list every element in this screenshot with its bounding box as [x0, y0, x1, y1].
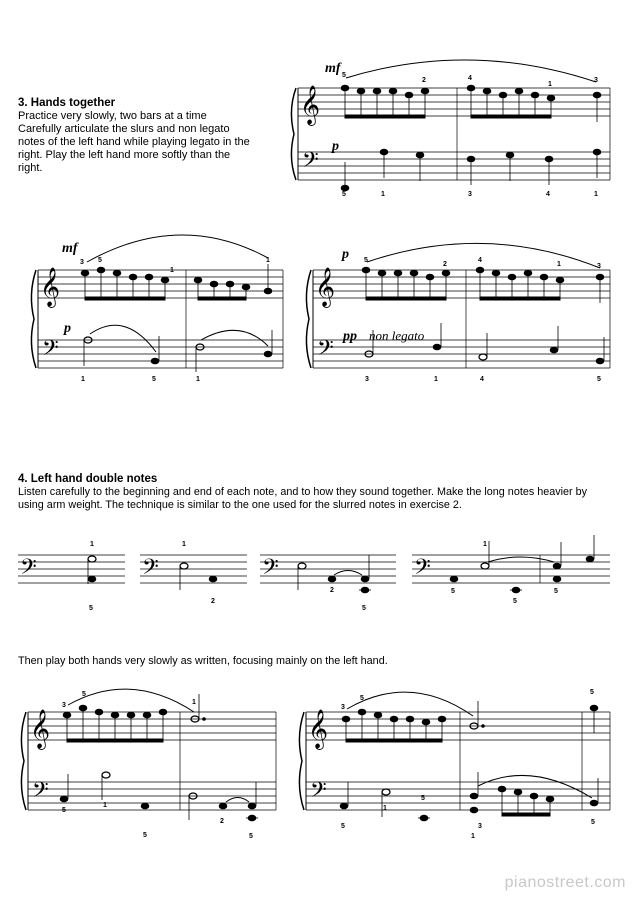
fingering: 1: [381, 191, 385, 198]
bass-clef-icon: 𝄢: [317, 336, 334, 366]
fingering: 3: [341, 704, 345, 711]
then-instruction: Then play both hands very slowly as written, focusing mainly on the left hand.: [18, 655, 388, 667]
treble-clef-icon: 𝄞: [315, 267, 336, 307]
system-1: [291, 88, 610, 180]
fingering: 5: [342, 191, 346, 198]
watermark: pianostreet.com: [504, 874, 626, 891]
system-5-notes: [60, 694, 258, 821]
fingering: 1: [196, 376, 200, 383]
fingering: 5: [62, 807, 66, 814]
fingering: 1: [594, 191, 598, 198]
bass-clef-icon: 𝄢: [262, 555, 279, 585]
fingering: 4: [468, 75, 472, 82]
fingering: 1: [170, 267, 174, 274]
fingering: 1: [557, 261, 561, 268]
fingering: 5: [597, 376, 601, 383]
exercise-4-notes: [88, 535, 594, 593]
fingering: 5: [513, 598, 517, 605]
fingering: 4: [480, 376, 484, 383]
fingering: 4: [546, 191, 550, 198]
fingering: 5: [82, 691, 86, 698]
fingering: 1: [471, 833, 475, 840]
fingering: 1: [103, 802, 107, 809]
section-3-line-4: right. Play the left hand more softly than the: [18, 149, 231, 161]
fingering: 2: [422, 77, 426, 84]
system-2-notes: [81, 264, 272, 372]
section-4-heading: 4. Left hand double notes: [18, 473, 158, 485]
treble-clef-icon: 𝄞: [40, 267, 61, 307]
dynamic-p: p: [332, 139, 339, 154]
fingering: 2: [220, 818, 224, 825]
system-3: [306, 270, 610, 368]
fingering: 5: [249, 833, 253, 840]
non-legato-marking: non legato: [369, 328, 425, 343]
dynamic-p: p: [64, 321, 71, 336]
fingering: 3: [594, 77, 598, 84]
fingering: 5: [143, 832, 147, 839]
fingering: 3: [468, 191, 472, 198]
dynamic-mf: mf: [325, 61, 341, 76]
fingering: 5: [341, 823, 345, 830]
fingering: 3: [365, 376, 369, 383]
fingering: 5: [152, 376, 156, 383]
exercise-4-staves: [18, 555, 610, 583]
fingering: 1: [483, 541, 487, 548]
bass-clef-icon: 𝄢: [32, 778, 49, 808]
dynamic-p: p: [342, 247, 349, 262]
fingering: 5: [98, 257, 102, 264]
fingering: 1: [266, 257, 270, 264]
section-4-line-2: using arm weight. The technique is similar to the one used for the slurred notes in exercise 2.: [18, 499, 462, 511]
treble-clef-icon: 𝄞: [30, 709, 51, 749]
fingering: 1: [192, 699, 196, 706]
bass-clef-icon: 𝄢: [42, 336, 59, 366]
section-4-line-1: Listen carefully to the beginning and end of each note, and to how they sound together. Make the long notes heavier by: [18, 486, 588, 498]
dynamic-pp: pp: [343, 329, 357, 344]
fingering: 5: [590, 689, 594, 696]
fingering: 4: [478, 257, 482, 264]
fingering: 1: [182, 541, 186, 548]
dynamic-mf: mf: [62, 241, 78, 256]
fingering: 1: [383, 805, 387, 812]
treble-clef-icon: 𝄞: [300, 85, 321, 125]
fingering: 2: [330, 587, 334, 594]
system-5: [21, 712, 276, 810]
fingering: 3: [597, 263, 601, 270]
treble-clef-icon: 𝄞: [308, 709, 329, 749]
fingering: 3: [478, 823, 482, 830]
fingering: 2: [211, 598, 215, 605]
fingering: 5: [591, 819, 595, 826]
fingering: 5: [451, 588, 455, 595]
fingering: 5: [364, 257, 368, 264]
bass-clef-icon: 𝄢: [310, 778, 327, 808]
bass-clef-icon: 𝄢: [302, 148, 319, 178]
fingering: 2: [443, 261, 447, 268]
section-3-line-5: right.: [18, 162, 43, 174]
bass-clef-icon: 𝄢: [20, 555, 37, 585]
fingering: 1: [548, 81, 552, 88]
fingering: 1: [434, 376, 438, 383]
fingering: 3: [80, 259, 84, 266]
fingering: 1: [90, 541, 94, 548]
section-3-line-2: Carefully articulate the slurs and non legato: [18, 123, 230, 135]
section-3-line-1: Practice very slowly, two bars at a time: [18, 110, 207, 122]
fingering: 3: [62, 702, 66, 709]
system-3-notes: [362, 267, 604, 364]
fingering: 5: [421, 795, 425, 802]
fingering: 5: [342, 72, 346, 79]
system-1-notes: [341, 85, 601, 191]
bass-clef-icon: 𝄢: [414, 555, 431, 585]
fingering: 5: [362, 605, 366, 612]
fingering: 5: [360, 695, 364, 702]
bass-clef-icon: 𝄢: [142, 555, 159, 585]
fingering: 5: [89, 605, 93, 612]
fingering: 5: [554, 588, 558, 595]
fingering: 1: [81, 376, 85, 383]
section-3-heading: 3. Hands together: [18, 97, 116, 109]
section-3-line-3: notes of the left hand while playing legato in the: [18, 136, 250, 148]
